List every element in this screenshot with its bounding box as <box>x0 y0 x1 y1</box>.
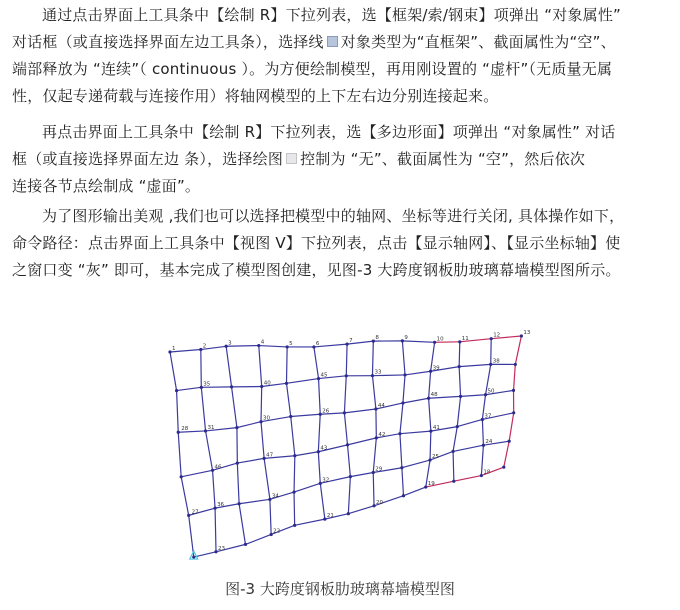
model-node <box>512 411 515 414</box>
text-line: 对话框（或直接选择界面左边工具条），选择线 对象类型为“直框架”、截面属性为“空”、 <box>12 33 616 51</box>
node-label: 6 <box>315 340 320 347</box>
frame-member <box>259 346 287 347</box>
node-label: 24 <box>485 439 493 446</box>
frame-member <box>402 341 434 342</box>
frame-member <box>453 445 483 451</box>
node-label: 18 <box>483 469 491 476</box>
frame-member <box>348 506 374 514</box>
frame-member <box>403 487 425 496</box>
frame-member <box>232 387 237 428</box>
node-label: 10 <box>436 336 444 343</box>
node-label: 30 <box>263 415 271 422</box>
model-node <box>514 363 517 366</box>
frame-member <box>181 470 212 476</box>
frame-member <box>261 387 262 422</box>
model-node <box>403 373 406 376</box>
model-node <box>502 466 505 469</box>
figure-caption: 图-3 大跨度钢板肋玻璃幕墙模型图 <box>225 580 455 598</box>
model-node <box>401 401 404 404</box>
frame-member <box>201 387 205 431</box>
frame-member <box>400 434 402 468</box>
frame-member <box>259 346 262 387</box>
frame-member <box>189 515 194 557</box>
model-node <box>508 440 511 443</box>
model-node <box>244 543 247 546</box>
frame-member <box>213 470 216 508</box>
frame-member <box>318 452 320 484</box>
frame-member <box>350 473 373 477</box>
node-label: 45 <box>320 372 328 379</box>
model-node <box>346 443 349 446</box>
frame-member <box>245 534 271 544</box>
model-node <box>187 514 190 517</box>
frame-member <box>372 376 375 409</box>
model-node <box>452 480 455 483</box>
node-label: 9 <box>404 334 408 341</box>
node-label: 12 <box>493 332 501 339</box>
frame-member <box>291 417 295 456</box>
text-line: 性，仅起专递荷载与连接作用）将轴网模型的上下左右边分别连接起来。 <box>12 87 499 105</box>
node-label: 7 <box>349 338 353 345</box>
frame-member <box>461 395 486 397</box>
text-line: 连接各节点绘制成 “虚面”。 <box>12 177 201 195</box>
frame-member <box>286 347 287 383</box>
frame-member <box>294 456 295 492</box>
frame-member <box>454 476 481 482</box>
frame-member <box>346 344 347 376</box>
frame-member <box>226 346 231 387</box>
frame-member <box>177 391 179 433</box>
frame-member <box>459 367 460 397</box>
node-label: 44 <box>377 403 385 410</box>
frame-member <box>291 414 320 416</box>
text-line: 命令路径：点击界面上工具条中【视图 V】下拉列表，点击【显示轴网】、【显示坐标轴】使 <box>12 234 621 252</box>
frame-member <box>237 458 264 463</box>
node-label: 43 <box>320 445 328 452</box>
frame-member <box>239 504 245 545</box>
node-label: 33 <box>374 369 382 376</box>
frame-member <box>181 477 189 516</box>
frame-member <box>344 413 347 445</box>
node-label: 8 <box>375 335 379 342</box>
frame-member <box>314 347 319 379</box>
node-label: 40 <box>263 380 271 387</box>
node-label: 21 <box>326 513 334 520</box>
frame-member <box>372 341 373 376</box>
frame-member <box>400 431 431 434</box>
frame-member <box>295 519 325 525</box>
frame-member <box>319 379 321 415</box>
frame-member <box>459 364 491 366</box>
node-label: 38 <box>492 358 500 365</box>
glass-curtain-wall-model-figure <box>160 330 532 568</box>
node-label: 23 <box>218 545 226 552</box>
model-node <box>400 466 403 469</box>
node-label: 35 <box>203 381 211 388</box>
frame-member <box>178 432 181 477</box>
node-label: 11 <box>461 335 469 342</box>
text-line: 再点击界面上工具条中【绘制 R】下拉列表，选【多边形面】项弹出 “对象属性” 对话 <box>42 123 616 141</box>
frame-member <box>344 409 375 413</box>
node-label: 5 <box>289 340 293 347</box>
frame-member <box>453 451 454 481</box>
model-node <box>175 389 178 392</box>
text-line: 框（或直接选择界面左边 条），选择绘图 控制为 “无”、截面属性为 “空”，然后依次 <box>12 150 586 168</box>
frame-member <box>294 492 295 525</box>
model-node <box>459 395 462 398</box>
node-label: 4 <box>260 339 265 346</box>
model-node <box>292 490 295 493</box>
frame-member <box>403 375 405 403</box>
frame-member <box>320 483 325 519</box>
frame-member <box>177 387 202 390</box>
node-label: 42 <box>378 431 386 438</box>
frame-member <box>403 398 429 403</box>
model-node <box>293 454 296 457</box>
node-label: 39 <box>432 365 440 372</box>
frame-member <box>194 552 216 557</box>
node-label: 46 <box>214 464 222 471</box>
frame-member <box>261 422 264 459</box>
frame-member <box>239 499 270 503</box>
node-label: 28 <box>181 426 189 433</box>
model-node <box>177 431 180 434</box>
frame-member <box>453 427 457 452</box>
paragraph-area-instructions <box>12 119 666 200</box>
node-label: 3 <box>228 340 232 347</box>
node-label: 34 <box>271 493 279 500</box>
node-label: 25 <box>432 454 440 461</box>
model-node <box>402 494 405 497</box>
node-label: 27 <box>191 509 199 516</box>
frame-member <box>295 452 318 456</box>
frame-member <box>170 352 177 391</box>
model-node <box>192 555 195 558</box>
frame-member <box>286 383 290 416</box>
model-node <box>345 374 348 377</box>
frame-member <box>459 342 460 367</box>
draw-frame-icon <box>327 36 338 47</box>
frame-member <box>237 422 261 428</box>
frame-member <box>294 483 320 492</box>
frame-member <box>348 445 351 477</box>
node-label: 32 <box>322 477 330 484</box>
node-label: 13 <box>523 330 531 337</box>
model-node <box>230 385 233 388</box>
node-label: 50 <box>487 388 495 395</box>
frame-member <box>482 419 483 445</box>
paragraph-frame-instructions <box>12 2 666 110</box>
model-node <box>285 382 288 385</box>
paragraph-view-instructions <box>12 203 666 284</box>
frame-member <box>402 460 430 468</box>
frame-member <box>504 441 509 467</box>
model-node <box>349 475 352 478</box>
frame-member <box>264 458 270 499</box>
text-line: 通过点击界面上工具条中【绘制 R】下拉列表，选【框架/索/钢束】项弹出 “对象属性” <box>42 6 622 24</box>
model-node <box>512 389 515 392</box>
node-label: 2 <box>202 343 207 350</box>
text-line: 端部释放为 “连续”（ continuous ）。为方便绘制模型，再用刚设置的 “虚杆”（无质量无属 <box>12 60 613 78</box>
frame-member <box>237 463 239 504</box>
frame-member <box>402 468 404 496</box>
frame-member <box>344 376 346 413</box>
model-node <box>293 524 296 527</box>
frame-member <box>215 508 216 552</box>
model-node <box>398 432 401 435</box>
node-label: 19 <box>427 481 435 488</box>
frame-member <box>348 477 350 514</box>
model-node <box>289 415 292 418</box>
model-node <box>347 512 350 515</box>
frame-member <box>509 413 514 441</box>
node-label: 48 <box>430 392 438 399</box>
node-label: 26 <box>322 408 330 415</box>
frame-member <box>348 438 377 445</box>
frame-member <box>514 364 516 390</box>
frame-member <box>405 371 431 375</box>
frame-member <box>402 341 405 375</box>
node-label: 1 <box>172 346 176 352</box>
frame-member <box>286 379 318 384</box>
frame-member <box>400 403 403 434</box>
node-label: 47 <box>266 452 274 459</box>
draw-area-icon <box>286 153 297 164</box>
frame-member <box>457 419 482 426</box>
frame-member <box>429 398 431 431</box>
node-label: 22 <box>273 528 281 535</box>
frame-member <box>206 431 213 470</box>
model-node <box>458 365 461 368</box>
model-node <box>236 461 239 464</box>
model-node <box>451 450 454 453</box>
text-line: 为了图形输出美观 ,我们也可以选择把模型中的轴网、坐标等进行关闭, 具体操作如下， <box>42 207 625 225</box>
text-line: 之窗口变 “灰” 即可，基本完成了模型图创建，见图-3 大跨度钢板肋玻璃幕墙模型图所示。 <box>12 261 621 279</box>
frame-member <box>270 499 271 534</box>
node-label: 20 <box>376 499 384 506</box>
frame-member <box>457 396 460 426</box>
node-label: 31 <box>207 424 215 431</box>
node-label: 29 <box>375 466 383 473</box>
model-node <box>343 411 346 414</box>
frame-member <box>373 473 374 506</box>
model-node <box>180 475 183 478</box>
frame-member <box>430 431 431 460</box>
frame-member <box>515 336 521 364</box>
model-node <box>456 425 459 428</box>
node-label: 41 <box>432 425 440 432</box>
node-label: 37 <box>484 413 492 420</box>
model-node <box>238 502 241 505</box>
model-node <box>235 426 238 429</box>
node-label: 36 <box>217 502 225 509</box>
